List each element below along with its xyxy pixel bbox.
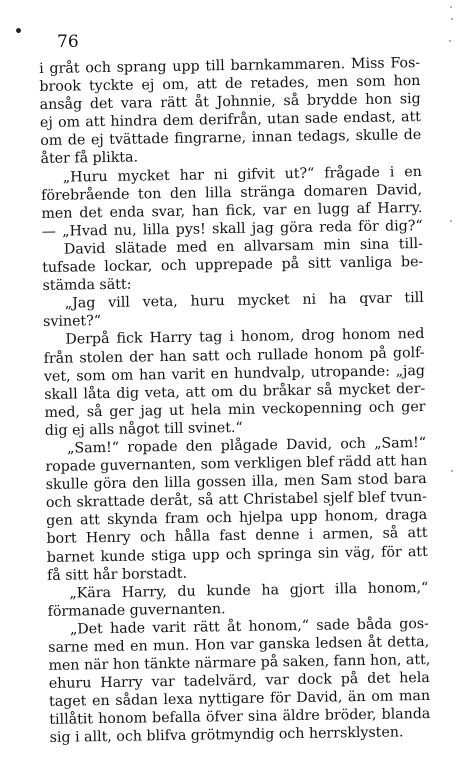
- text-line: i gråt och sprang upp till barnkammaren. Miss Fos-: [39, 55, 421, 77]
- text-line: — „Hvad nu, lilla pys! skall jag göra reda för dig?“: [41, 217, 423, 240]
- text-line: ej om att hindra dem derifrån, utan sade endast, att: [39, 109, 422, 132]
- text-line: skall låta dig veta, att om du bråkar så mycket der-: [44, 380, 426, 403]
- text-line: förmanade guvernanten.: [47, 600, 226, 620]
- text-line: ansåg det vara rätt åt Johnnie, så brydde hon sig: [39, 91, 421, 114]
- text-line: „Jag vill veta, huru mycket ni ha qvar till: [64, 290, 424, 312]
- text-line: brook tyckte ej om, att de retades, men som hon: [39, 73, 421, 96]
- text-line: åter få plikta.: [40, 149, 139, 168]
- text-line: tufsade lockar, och upprepade på sitt vanliga be-: [42, 254, 424, 277]
- text-line: dig ej alls något till svinet.“: [44, 419, 243, 439]
- text-line: gen att skynda fram och hjelpa upp honom, draga: [46, 507, 428, 530]
- text-line: från stolen der han satt och rullade honom på golf-: [43, 344, 425, 367]
- text-line: stämda sätt:: [42, 276, 132, 295]
- text-line: „Det hade varit rätt åt honom,“ sade båda gos-: [69, 615, 430, 638]
- text-line: David slätade med en allvarsam min sina till-: [63, 235, 424, 258]
- text-line: svinet?“: [42, 313, 102, 331]
- text-line: vet, som om han varit en hundvalp, utropande: „jag: [43, 362, 426, 385]
- text-line: ehuru Harry var tadelvärd, var dock på det hela: [48, 670, 430, 693]
- page-edge-specks: [448, 0, 454, 784]
- body-text: [39, 54, 431, 747]
- text-line: Derpå fick Harry tag i honom, drog honom ned: [65, 326, 425, 349]
- text-line: men det enda svar, han fick, var en lugg af Harry.: [41, 199, 423, 222]
- text-line: om de ej tvättade fingrarne, innan tedags, skulle de: [40, 127, 422, 150]
- ink-speck: [15, 27, 21, 33]
- text-line: få sitt hår borstadt.: [46, 565, 188, 584]
- text-line: taget en sådan lexa nyttigare för David, än om man: [48, 688, 431, 711]
- text-line: „Huru mycket har ni gifvit ut?“ frågade i en: [62, 163, 422, 186]
- text-line: bort Henry och hålla fast denne i armen, så att: [46, 525, 428, 548]
- text-line: „Sam!“ ropade den plågade David, och „Sam!“: [66, 434, 427, 457]
- text-line: skulle göra den lilla gossen illa, men Sam stod bara: [45, 471, 427, 494]
- text-line: barnet kunde stiga upp och springa sin väg, för att: [46, 543, 428, 566]
- text-line: sarne med en mun. Hon var ganska ledsen åt detta,: [48, 633, 430, 656]
- text-line: tillåtit honom befalla öfver sina äldre bröder, blanda: [49, 706, 431, 729]
- text-line: och skrattade deråt, så att Christabel sjelf blef tvun-: [45, 489, 428, 512]
- text-line: „Kära Harry, du kunde ha gjort illa honom,“: [69, 579, 429, 602]
- text-line: med, så ger jag ut hela min veckopenning och ger: [44, 398, 426, 421]
- text-line: men när hon tänkte närmare på saken, fann hon, att,: [48, 652, 431, 675]
- text-line: ropade guvernanten, som verkligen blef rädd att han: [45, 453, 428, 476]
- text-line: sig i allt, och blifva grötmyndig och herrsklysten.: [49, 724, 404, 747]
- text-line: förebrående ton den lilla stränga domaren David,: [41, 181, 423, 204]
- page-number: 76: [57, 32, 79, 52]
